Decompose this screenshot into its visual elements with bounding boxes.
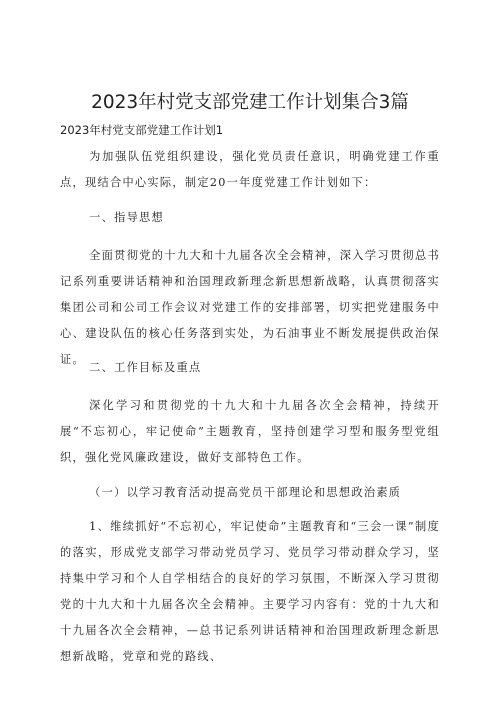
- guiding-paragraph: 全面贯彻党的十九大和十九届各次全会精神，深入学习贯彻总书记系列重要讲话精神和治国理政新理念新思想新战略，认真贯彻落实集团公司和公司工作会议对党建工作的安排部署，切实把党建服务中心、建设队伍的核心任务落到实处，为石油事业不断发展提供政治保证。: [60, 249, 440, 366]
- item-one-paragraph: 1、维续抓好“不忘初心，牢记使命”主题教育和“三会一课”制度的落实，形成党支部学习带动党员学习、党员学习带动群众学习，坚持集中学习和个人自学相结合的良好的学习氛围，不断深入学习贯彻党的十九大和十九届各次全会精神。主要学习内容有：党的十九大和十九届各次全会精神，—总书记系列讲话精神和治国理政新理念新思想新战略，党章和党的路线、: [60, 520, 440, 663]
- document-title: 2023年村党支部党建工作计划集合3篇: [91, 92, 409, 113]
- document-subtitle: 2023年村党支部党建工作计划1: [60, 123, 224, 137]
- section-heading-goals: 二、工作目标及重点: [89, 361, 202, 374]
- goals-paragraph: 深化学习和贯彻党的十九大和十九届各次全会精神，持续开展“不忘初心，牢记使命”主题教育，坚持创建学习型和服务型党组织，强化党风廉政建设，做好支部特色工作。: [60, 399, 440, 464]
- intro-paragraph: 为加强队伍党组织建设，强化党员责任意识，明确党建工作重点，现结合中心实际，制定20一年度党建工作计划如下：: [60, 150, 440, 189]
- subsection-heading-study: （一）以学习教育活动提高党员干部理论和思想政治素质: [89, 486, 402, 499]
- section-heading-guiding: 一、指导思想: [89, 211, 165, 224]
